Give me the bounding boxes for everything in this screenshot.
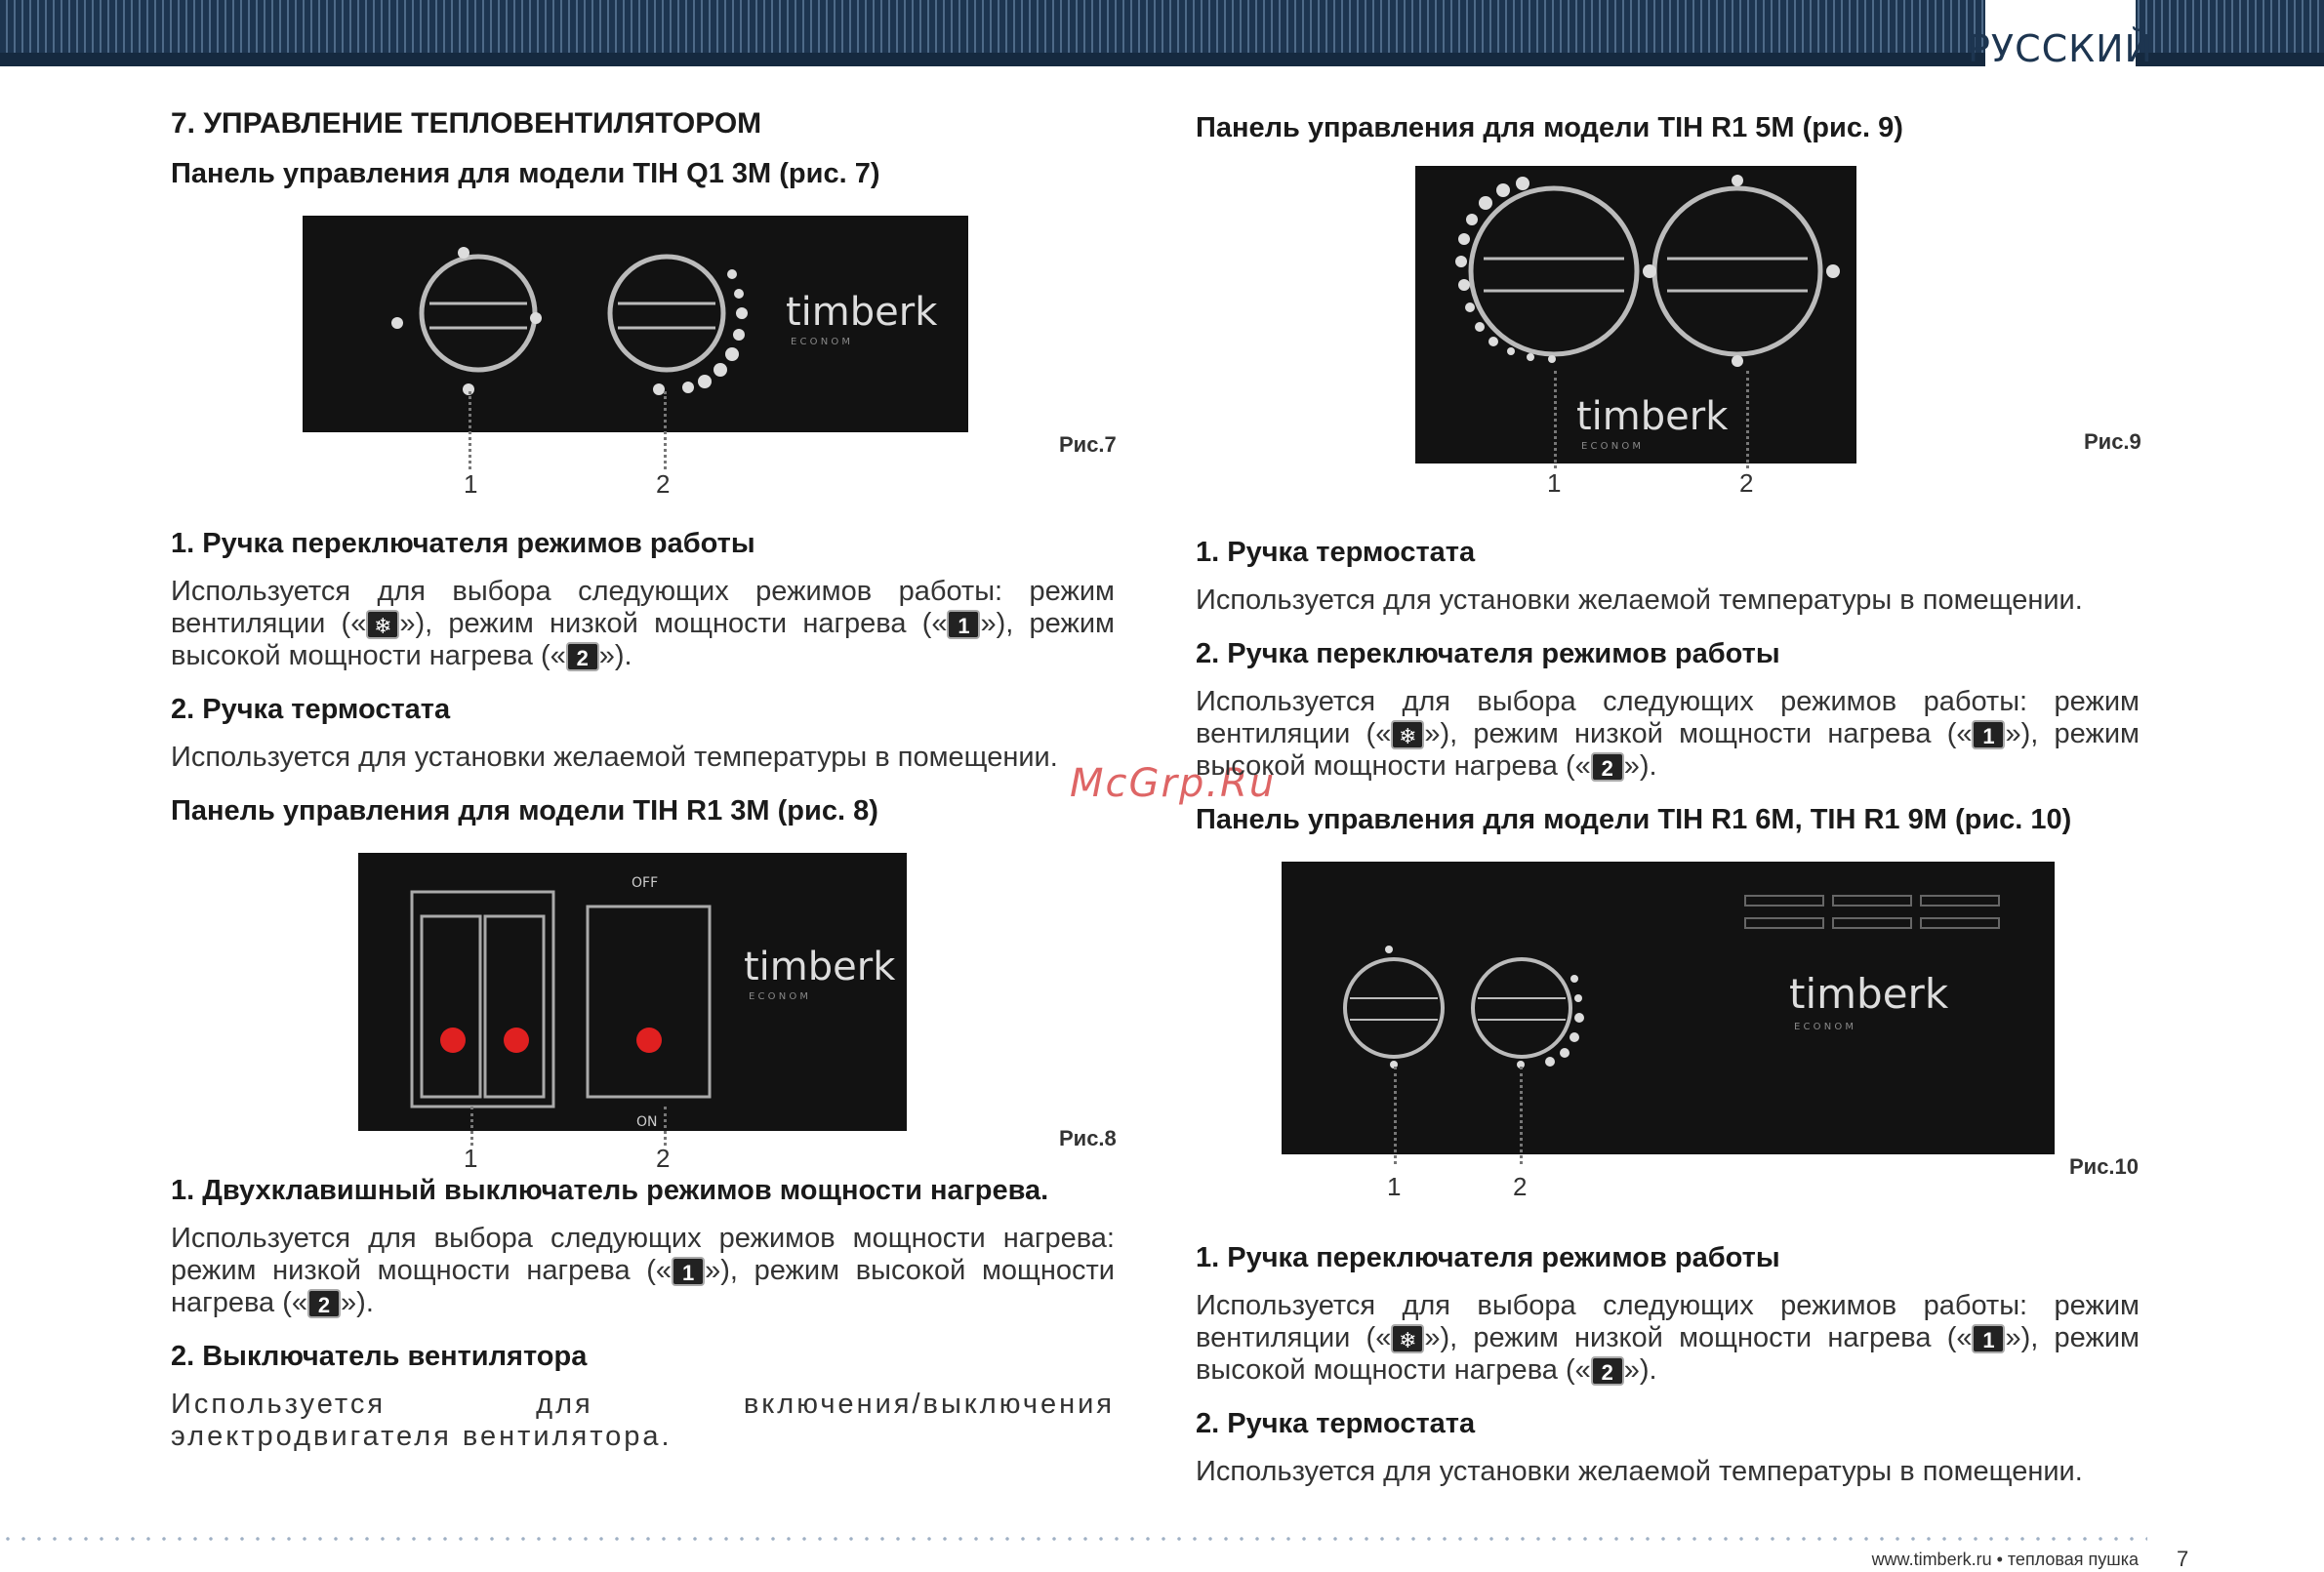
svg-text:E C O N O M: E C O N O M [791,337,851,347]
section-title: 7. УПРАВЛЕНИЕ ТЕПЛОВЕНТИЛЯТОРОМ [171,107,762,140]
high-power-icon: 2 [1591,1356,1624,1386]
callout-1: 1 [464,1144,478,1173]
svg-text:timberk: timberk [1576,394,1729,439]
panel4-title: Панель управления для модели TIH R1 6M, TIH R1 9M (рис. 10) [1196,804,2072,835]
high-power-icon: 2 [1591,752,1624,782]
low-power-icon: 1 [947,610,980,639]
callout-line-1 [1554,371,1557,468]
svg-text:E C O N O M: E C O N O M [749,991,809,1002]
callout-line-2 [1520,1067,1523,1164]
fan-icon: ❄ [1391,720,1424,749]
footer-website: www.timberk.ru • тепловая пушка [1871,1550,2139,1569]
callout-2: 2 [1739,468,1754,498]
fig-7-label: Рис.7 [1059,432,1117,457]
panel2-image [358,853,907,1131]
low-power-icon: 1 [672,1257,705,1286]
svg-text:ON: ON [636,1114,658,1130]
callout-line-1 [469,391,471,469]
svg-text:timberk: timberk [1789,970,1949,1018]
fan-icon: ❄ [366,610,399,639]
svg-text:E C O N O M: E C O N O M [1794,1022,1855,1032]
panel4-image [1282,862,2055,1154]
panel2-item1-title: 1. Двухклавишный выключатель режимов мощности нагрева. [171,1175,1049,1206]
high-power-icon: 2 [566,642,599,671]
right-column [1196,112,2140,1510]
panel4-item1-title: 1. Ручка переключателя режимов работы [1196,1242,1780,1273]
panel1-item1-title: 1. Ручка переключателя режимов работы [171,528,755,559]
panel2-title: Панель управления для модели TIH R1 3M (рис. 8) [171,795,878,826]
panel2-item1-text: Используется для выбора следующих режимов мощности нагрева: режим низкой мощности нагрева (« 1 »), режим высокой мощности нагрева (« 2 »). [171,1223,1116,1318]
panel4-item1-text: Используется для выбора следующих режимов работы: режим вентиляции (« ❄ »), режим низкой мощности нагрева (« 1 »), режим высокой мощности нагрева (« 2 »). [1196,1290,2140,1386]
panel3-image [1415,166,1856,464]
svg-text:OFF: OFF [632,875,659,891]
panel4-item2-title: 2. Ручка термостата [1196,1408,1476,1439]
svg-text:E C O N O M: E C O N O M [1581,441,1642,452]
figure-8 [171,853,1115,1175]
callout-2: 2 [1513,1172,1528,1201]
fig-8-label: Рис.8 [1059,1126,1117,1150]
callout-1: 1 [1547,468,1562,498]
callout-line-2 [664,391,667,469]
panel1-title: Панель управления для модели TIH Q1 3M (рис. 7) [171,158,880,189]
watermark: McGrp.Ru [1070,761,1277,806]
panel2-item2-text: Используется для включения/выключения электродвигателя вентилятора. [171,1389,1115,1452]
callout-2: 2 [656,1144,671,1173]
language-tab: РУССКИЙ [1985,0,2136,76]
panel3-item2-text: Используется для выбора следующих режимов работы: режим вентиляции (« ❄ »), режим низкой мощности нагрева (« 1 »), режим высокой мощности нагрева (« 2 »). [1196,686,2140,782]
panel3-item1-text: Используется для установки желаемой температуры в помещении. [1196,584,2083,616]
panel2-item2-title: 2. Выключатель вентилятора [171,1341,588,1372]
panel3-item2-title: 2. Ручка переключателя режимов работы [1196,638,1780,669]
callout-1: 1 [464,469,478,499]
figure-9 [1196,166,2140,537]
fig-10-label: Рис.10 [2069,1154,2140,1179]
svg-text:timberk: timberk [744,945,896,989]
callout-1: 1 [1387,1172,1402,1201]
fig-9-label: Рис.9 [2084,429,2141,454]
panel1-image [303,216,968,432]
svg-text:timberk: timberk [786,290,938,335]
low-power-icon: 1 [1972,1324,2005,1353]
panel1-item1-text: Используется для выбора следующих режимов работы: режим вентиляции (« ❄ »), режим низкой мощности нагрева (« 1 »), режим высокой мощности нагрева (« 2 »). [171,576,1115,671]
callout-line-2 [1746,371,1749,468]
panel4-item2-text: Используется для установки желаемой температуры в помещении. [1196,1456,2083,1487]
panel1-item2-text: Используется для установки желаемой температуры в помещении. [171,742,1058,773]
panel3-title: Панель управления для модели TIH R1 5M (рис. 9) [1196,112,1903,143]
callout-line-2 [664,1107,667,1146]
panel1-item2-title: 2. Ручка термостата [171,694,451,725]
callout-line-1 [1394,1067,1397,1164]
left-column [171,107,1115,1474]
figure-10 [1196,862,2140,1242]
fan-icon: ❄ [1391,1324,1424,1353]
callout-line-1 [470,1107,473,1146]
page-number: 7 [2177,1547,2189,1571]
callout-2: 2 [656,469,671,499]
high-power-icon: 2 [307,1289,341,1318]
footer-divider [0,1537,2147,1541]
figure-7 [171,216,1115,528]
low-power-icon: 1 [1972,720,2005,749]
panel3-item1-title: 1. Ручка термостата [1196,537,1476,568]
